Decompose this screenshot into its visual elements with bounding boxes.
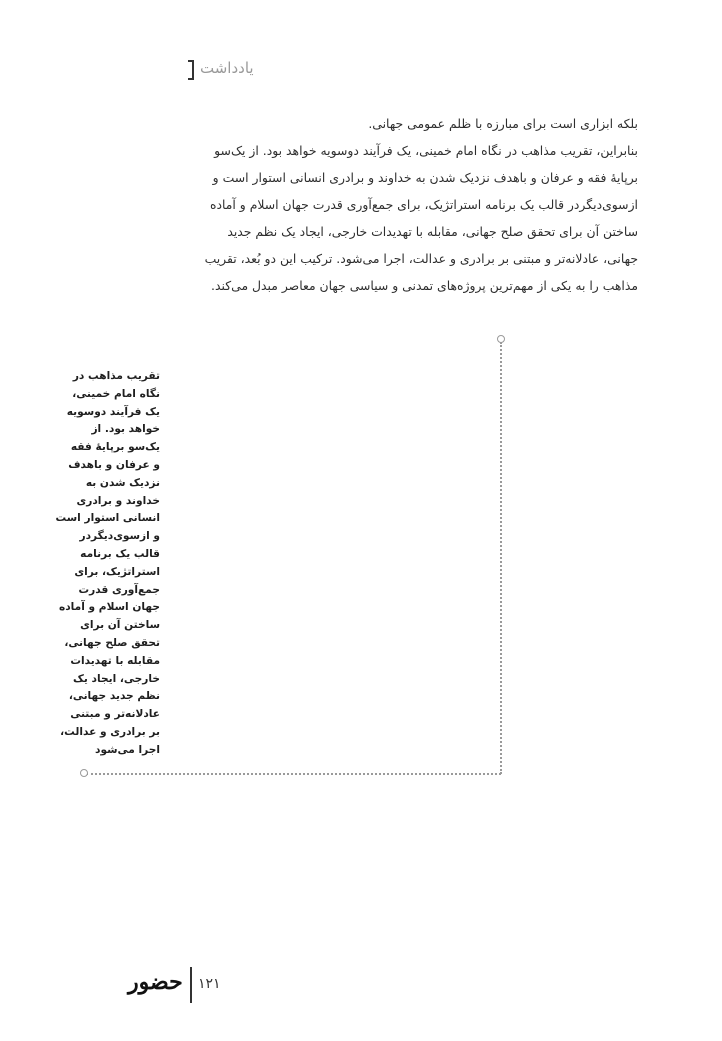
body-line: بنابراین، تقریب مذاهب در نگاه امام خمینی، یک فرآیند دوسویه خواهد بود. از یک‌سو [214, 143, 638, 158]
pullquote-line: خداوند و برادری [76, 494, 160, 507]
body-line: بلکه ابزاری است برای مبارزه با ظلم عمومی جهانی. [368, 116, 638, 131]
pullquote-line: تحقق صلح جهانی، [64, 636, 160, 649]
body-line: ازسوی‌دیگردر قالب یک برنامه استراتژیک، برای جمع‌آوری قدرت جهان اسلام و آماده [209, 197, 638, 212]
pullquote-line: یک فرآیند دوسویه [66, 405, 160, 418]
page-header [188, 58, 278, 84]
footer-divider [190, 967, 192, 1003]
pullquote-frame-vertical [500, 342, 502, 774]
frame-corner-dot-left [80, 769, 88, 777]
pullquote [56, 368, 160, 760]
pullquote-line: اجرا می‌شود [95, 743, 160, 756]
pullquote-line: نظم جدید جهانی، [68, 690, 160, 703]
pullquote-line: جهان اسلام و آماده [58, 601, 160, 614]
page-number: ۱۲۱ [198, 976, 221, 992]
section-label: یادداشت [200, 59, 254, 77]
pullquote-line: بر برادری و عدالت، [60, 725, 160, 738]
pullquote-line: جمع‌آوری قدرت [78, 583, 160, 596]
pullquote-line: خارجی، ایجاد یک [73, 672, 160, 685]
page-footer [128, 965, 228, 1005]
pullquote-line: خواهد بود. از [91, 423, 160, 436]
body-line: جهانی، عادلانه‌تر و مبتنی بر برادری و عدالت، اجرا می‌شود. ترکیب این دو بُعد، تقریب [204, 251, 638, 266]
pullquote-line: و ازسوی‌دیگردر [79, 530, 160, 543]
pullquote-line: استراتژیک، برای [74, 565, 160, 578]
magazine-logo: حضور [128, 969, 183, 995]
pullquote-line: نگاه امام خمینی، [72, 387, 160, 400]
pullquote-line: نزدیک شدن به [85, 476, 160, 489]
pullquote-line: ساختن آن برای [80, 619, 160, 632]
pullquote-line: مقابله با تهدیدات [70, 654, 160, 667]
body-line: ساختن آن برای تحقق صلح جهانی، مقابله با تهدیدات خارجی، ایجاد یک نظم جدید [227, 224, 638, 239]
article-body [188, 110, 638, 299]
pullquote-line: قالب یک برنامه [80, 547, 160, 560]
body-line: مذاهب را به یکی از مهم‌ترین پروژه‌های تمدنی و سیاسی جهان معاصر مبدل می‌کند. [211, 278, 638, 293]
body-line: برپایهٔ فقه و عرفان و باهدف نزدیک شدن به خداوند و برادری انسانی استوار است و [212, 170, 638, 185]
pullquote-line: یک‌سو برپایهٔ فقه [70, 441, 160, 454]
frame-corner-dot-top [497, 335, 505, 343]
pullquote-line: تقریب مذاهب در [72, 370, 160, 382]
header-bracket [188, 60, 194, 80]
pullquote-line: انسانی استوار است [56, 512, 160, 525]
pullquote-line: عادلانه‌تر و مبتنی [70, 708, 160, 721]
pullquote-frame-horizontal [86, 773, 501, 775]
pullquote-line: و عرفان و باهدف [68, 458, 160, 471]
